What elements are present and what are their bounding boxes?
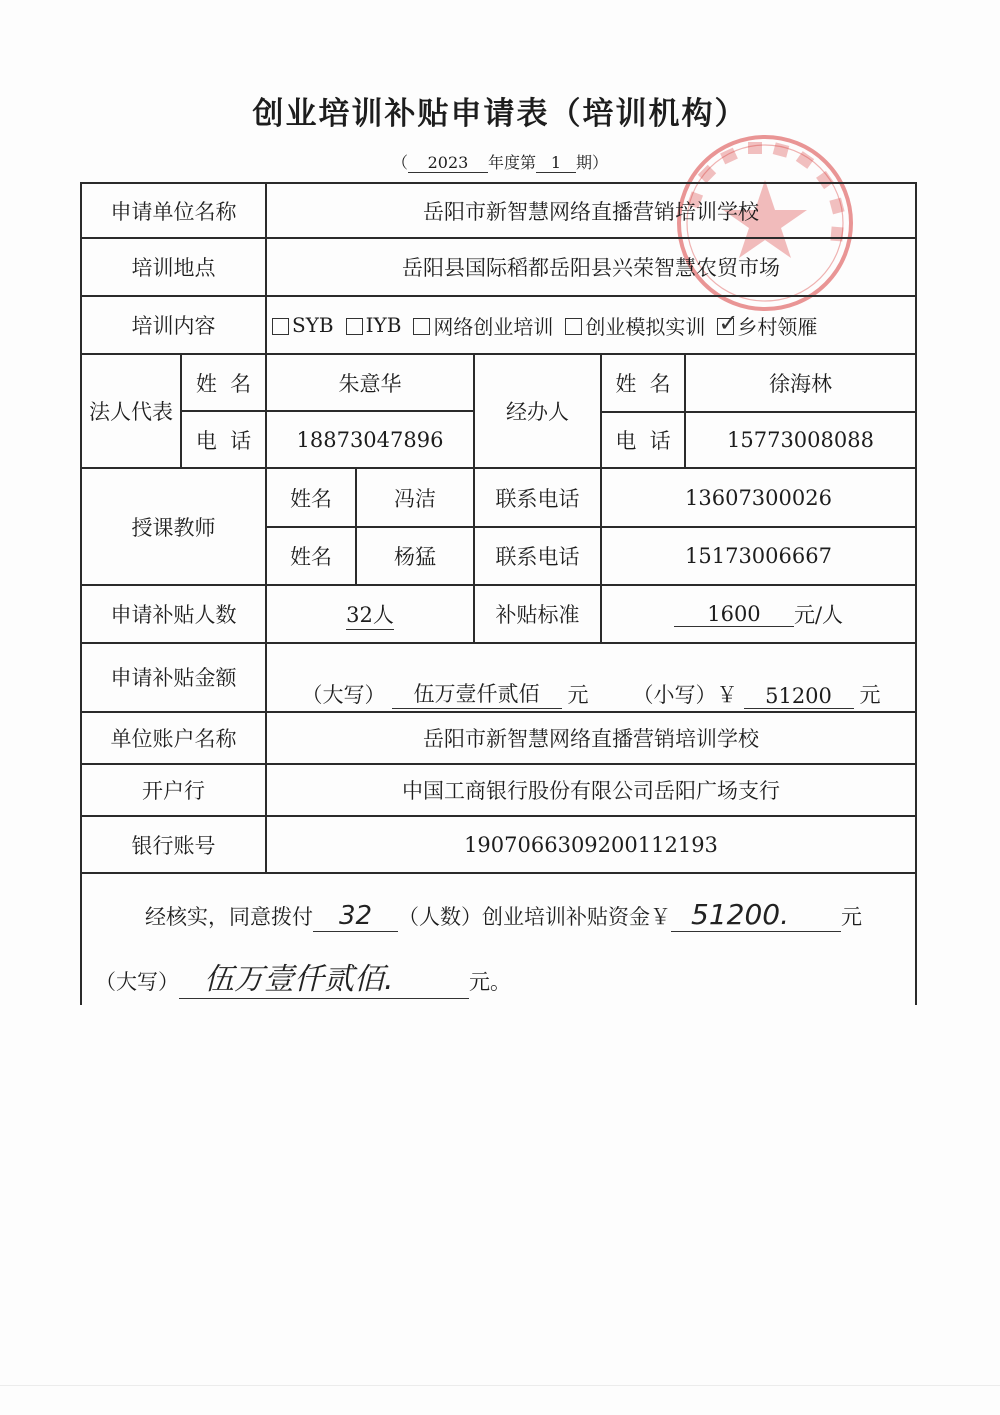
period-end: 期） (576, 153, 609, 172)
rule (915, 182, 917, 1005)
standard-wrap (602, 586, 915, 642)
checkbox-checked-icon (717, 318, 734, 335)
teacher-1-name[interactable]: 冯洁 (394, 486, 436, 511)
rule (80, 872, 917, 874)
teacher-name-label: 姓名 (290, 486, 332, 511)
approval-text: （人数）创业培训补贴资金￥ (398, 905, 671, 929)
checkbox-icon (565, 318, 582, 335)
option-simulation[interactable]: 创业模拟实训 (565, 311, 705, 340)
approval-line-2 (95, 954, 795, 999)
period-open: （ (391, 153, 408, 172)
period-year[interactable]: 2023 (408, 153, 488, 173)
account-no-label: 银行账号 (131, 833, 216, 858)
legal-label: 法人代表 (89, 400, 173, 424)
location-label: 培训地点 (131, 256, 216, 280)
amount-upper[interactable]: 伍万壹仟贰佰 (392, 678, 562, 709)
standard-value[interactable]: 1600 (674, 602, 794, 627)
checkbox-icon (272, 318, 289, 335)
content-label: 培训内容 (131, 314, 216, 338)
approval-amount[interactable]: 51200. (671, 898, 841, 932)
teacher-2-name[interactable]: 杨猛 (394, 545, 436, 569)
account-name-label: 单位账户名称 (110, 727, 237, 751)
account-no-value[interactable]: 1907066309200112193 (464, 832, 718, 857)
teacher-phone-label: 联系电话 (495, 486, 580, 511)
teacher-name-label: 姓名 (290, 545, 332, 569)
amount-lower[interactable]: 51200 (744, 684, 854, 709)
approval-line-1 (145, 898, 910, 932)
teachers-label: 授课教师 (131, 515, 216, 540)
approval-text: 经核实，同意拨付 (145, 905, 313, 929)
period-number[interactable]: 1 (536, 153, 576, 173)
checkbox-icon (346, 318, 363, 335)
legal-name-label: 姓 名 (195, 371, 252, 396)
scan-artifact (0, 1385, 1000, 1386)
approval-count[interactable]: 32 (313, 901, 398, 932)
handler-phone[interactable]: 15773008088 (727, 428, 874, 452)
approval-upper-label: （大写） (95, 970, 179, 994)
handler-name-label: 姓 名 (615, 372, 671, 396)
option-online[interactable]: 网络创业培训 (413, 311, 553, 340)
teacher-1-phone[interactable]: 13607300026 (685, 485, 832, 510)
teacher-phone-label: 联系电话 (495, 545, 580, 569)
applicant-value[interactable]: 岳阳市新智慧网络直播营销培训学校 (423, 199, 759, 224)
legal-phone-label: 电 话 (195, 428, 252, 453)
amount-lower-label: （小写）￥ (632, 683, 738, 707)
handler-name[interactable]: 徐海林 (769, 372, 832, 396)
amount-yuan: 元 (567, 683, 589, 707)
standard-label: 补贴标准 (495, 603, 580, 627)
amount-upper-label: （大写） (301, 683, 386, 707)
form-title: 创业培训补贴申请表（培训机构） (252, 96, 748, 132)
period-mid: 年度第 (487, 153, 536, 172)
content-options (272, 297, 915, 353)
bank-label: 开户行 (142, 779, 205, 803)
legal-phone[interactable]: 18873047896 (296, 427, 444, 452)
amount-label: 申请补贴金额 (110, 666, 237, 690)
amount-wrap (267, 644, 915, 711)
location-value[interactable]: 岳阳县国际稻都岳阳县兴荣智慧农贸市场 (402, 256, 780, 280)
teacher-2-phone[interactable]: 15173006667 (685, 544, 832, 568)
approval-yuan: 元 (841, 905, 862, 929)
count-value-wrap (267, 586, 473, 642)
option-iyb[interactable]: IYB (346, 313, 402, 337)
count-value[interactable]: 32人 (346, 599, 394, 630)
legal-name[interactable]: 朱意华 (338, 371, 402, 396)
standard-unit: 元/人 (793, 603, 844, 627)
option-rural[interactable]: ✓ 乡村领雁 (717, 311, 817, 340)
handler-phone-label: 电 话 (615, 429, 671, 453)
applicant-label: 申请单位名称 (110, 199, 237, 224)
handler-label: 经办人 (506, 400, 569, 424)
bank-value[interactable]: 中国工商银行股份有限公司岳阳广场支行 (402, 779, 780, 803)
option-syb[interactable]: SYB (272, 313, 334, 337)
approval-end: 元。 (469, 970, 511, 994)
count-label: 申请补贴人数 (110, 603, 237, 627)
amount-yuan: 元 (859, 683, 881, 707)
approval-upper[interactable]: 伍万壹仟贰佰. (179, 954, 469, 999)
account-name-value[interactable]: 岳阳市新智慧网络直播营销培训学校 (423, 727, 759, 751)
checkbox-icon (413, 318, 430, 335)
